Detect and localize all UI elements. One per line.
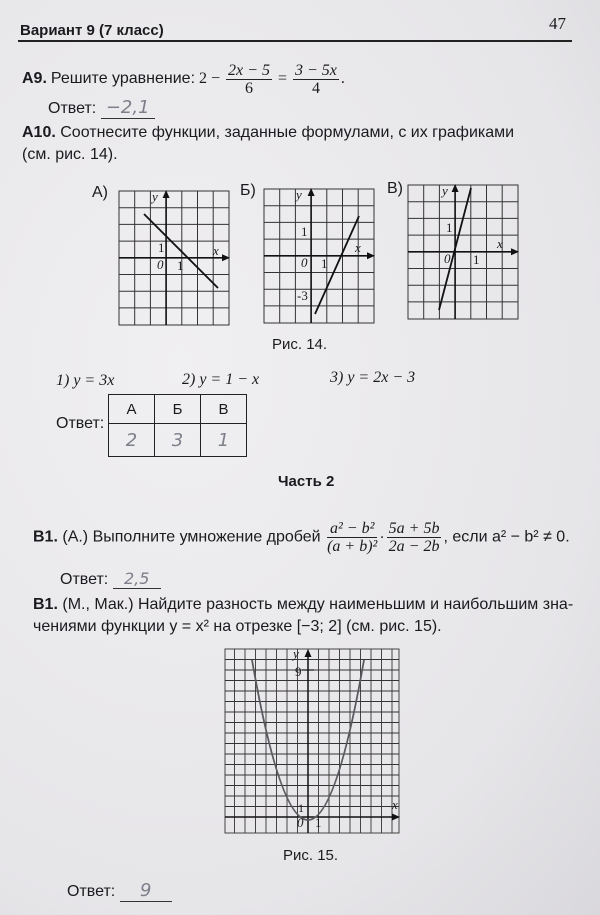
b1m-line2: чениями функции y = x² на отрезке [−3; 2] (см. рис. 15). bbox=[33, 618, 442, 635]
a10-answer-a[interactable]: 2 bbox=[109, 424, 155, 457]
graph-b-x-label: x bbox=[355, 240, 361, 255]
a10-text-line1: Соотнесите функции, заданные формулами, с их графиками bbox=[60, 124, 515, 141]
b1a-answer-field[interactable]: 2,5 bbox=[113, 569, 161, 589]
a9-equals: = bbox=[277, 70, 287, 88]
graph-a-tick-origin: 0 bbox=[157, 257, 164, 272]
a9-question bbox=[22, 62, 345, 97]
parabola-x-label: x bbox=[392, 797, 398, 812]
graph-v-y-label: y bbox=[442, 183, 448, 198]
graph-b-tick-y1: 1 bbox=[301, 224, 308, 239]
graph-a-tick-y1: 1 bbox=[158, 240, 165, 255]
a10-label: А10. bbox=[22, 124, 56, 141]
figure-15-caption: Рис. 15. bbox=[283, 847, 339, 864]
graph-b bbox=[263, 188, 375, 324]
graph-a-x-label: x bbox=[213, 243, 219, 258]
variant-title: Вариант 9 (7 класс) bbox=[20, 22, 164, 39]
b1m-answer-label: Ответ: bbox=[67, 883, 116, 900]
b1m-answer-field[interactable]: 9 bbox=[120, 880, 172, 902]
graph-v bbox=[407, 184, 519, 320]
a10-col-a: А bbox=[109, 395, 155, 424]
a9-right-numerator: 3 − 5x bbox=[294, 62, 337, 79]
a10-answer-table bbox=[108, 394, 247, 457]
a10-option-3: 3) y = 2x − 3 bbox=[330, 369, 416, 386]
b1a-fraction-1 bbox=[327, 520, 377, 555]
header-rule bbox=[18, 40, 572, 42]
a10-answer-v[interactable]: 1 bbox=[201, 424, 247, 457]
part2-title: Часть 2 bbox=[278, 473, 335, 490]
b1a-f2-numerator: 5a + 5b bbox=[388, 520, 440, 537]
b1a-suffix: , если a² − b² ≠ 0. bbox=[443, 528, 570, 546]
b1a-question bbox=[33, 520, 570, 555]
parabola-tick-origin: 0 bbox=[297, 815, 304, 830]
a10-question bbox=[22, 124, 514, 142]
b1a-dot: · bbox=[379, 528, 385, 546]
graph-b-letter: Б) bbox=[240, 182, 256, 199]
a10-col-v: В bbox=[201, 395, 247, 424]
a10-option-1: 1) y = 3x bbox=[56, 372, 115, 389]
b1a-answer-row bbox=[60, 569, 161, 589]
a9-left-numerator: 2x − 5 bbox=[228, 62, 270, 79]
a10-option-2: 2) y = 1 − x bbox=[182, 371, 260, 388]
a9-answer-row bbox=[48, 97, 155, 119]
b1a-f1-denominator: (a + b)² bbox=[327, 538, 378, 555]
b1m-label: В1. bbox=[33, 596, 58, 613]
graph-b-y-label: y bbox=[296, 187, 302, 202]
b1a-fraction-2 bbox=[387, 520, 442, 555]
b1a-f1-numerator: a² − b² bbox=[327, 520, 377, 538]
graph-b-tick-y-neg3: -3 bbox=[297, 288, 308, 303]
b1a-f2-denominator: 2a − 2b bbox=[388, 538, 440, 555]
a9-right-fraction bbox=[293, 62, 339, 97]
parabola-tick-y1: 1 bbox=[298, 801, 304, 815]
a9-right-denominator: 4 bbox=[311, 80, 320, 97]
parabola-tick-x1: 1 bbox=[315, 815, 322, 830]
graph-b-tick-x1: 1 bbox=[321, 256, 328, 271]
graph-v-tick-y1: 1 bbox=[446, 220, 453, 235]
b1a-prefix: (А.) Выполните умножение дробей bbox=[62, 528, 321, 546]
graph-v-letter: В) bbox=[387, 180, 403, 197]
a10-text-line2: (см. рис. 14). bbox=[22, 146, 118, 163]
graph-parabola bbox=[224, 648, 400, 834]
a10-answer-b[interactable]: 3 bbox=[155, 424, 201, 457]
a9-label: А9. bbox=[22, 70, 47, 88]
parabola-y-label: y bbox=[293, 646, 299, 661]
graph-b-tick-origin: 0 bbox=[301, 255, 308, 270]
b1a-answer-label: Ответ: bbox=[60, 571, 109, 588]
graph-v-x-label: x bbox=[497, 236, 503, 251]
a10-col-b: Б bbox=[155, 395, 201, 424]
graph-a-tick-x1: 1 bbox=[177, 258, 184, 273]
a9-answer-label: Ответ: bbox=[48, 100, 97, 117]
figure-14-caption: Рис. 14. bbox=[272, 336, 328, 353]
a9-answer-field[interactable]: −2,1 bbox=[101, 97, 155, 119]
b1m-answer-row bbox=[67, 880, 172, 902]
b1m-line1: (М., Мак.) Найдите разность между наименьшим и наибольшим зна- bbox=[62, 596, 574, 613]
graph-a-letter: А) bbox=[92, 184, 108, 201]
a9-left-fraction bbox=[226, 62, 272, 97]
a9-left-denominator: 6 bbox=[245, 80, 253, 97]
a9-lhs-whole: 2 − bbox=[199, 70, 221, 88]
a9-text: Решите уравнение: bbox=[50, 70, 196, 88]
graph-a-y-label: y bbox=[152, 189, 158, 204]
graph-v-tick-x1: 1 bbox=[473, 252, 480, 267]
a10-answer-label: Ответ: bbox=[56, 415, 105, 432]
a9-period: . bbox=[340, 70, 345, 88]
page-number: 47 bbox=[549, 14, 566, 33]
graph-v-tick-origin: 0 bbox=[444, 251, 451, 266]
parabola-tick-9: 9 bbox=[295, 664, 302, 679]
b1m-question-line1 bbox=[33, 596, 573, 614]
b1a-label: В1. bbox=[33, 528, 58, 546]
